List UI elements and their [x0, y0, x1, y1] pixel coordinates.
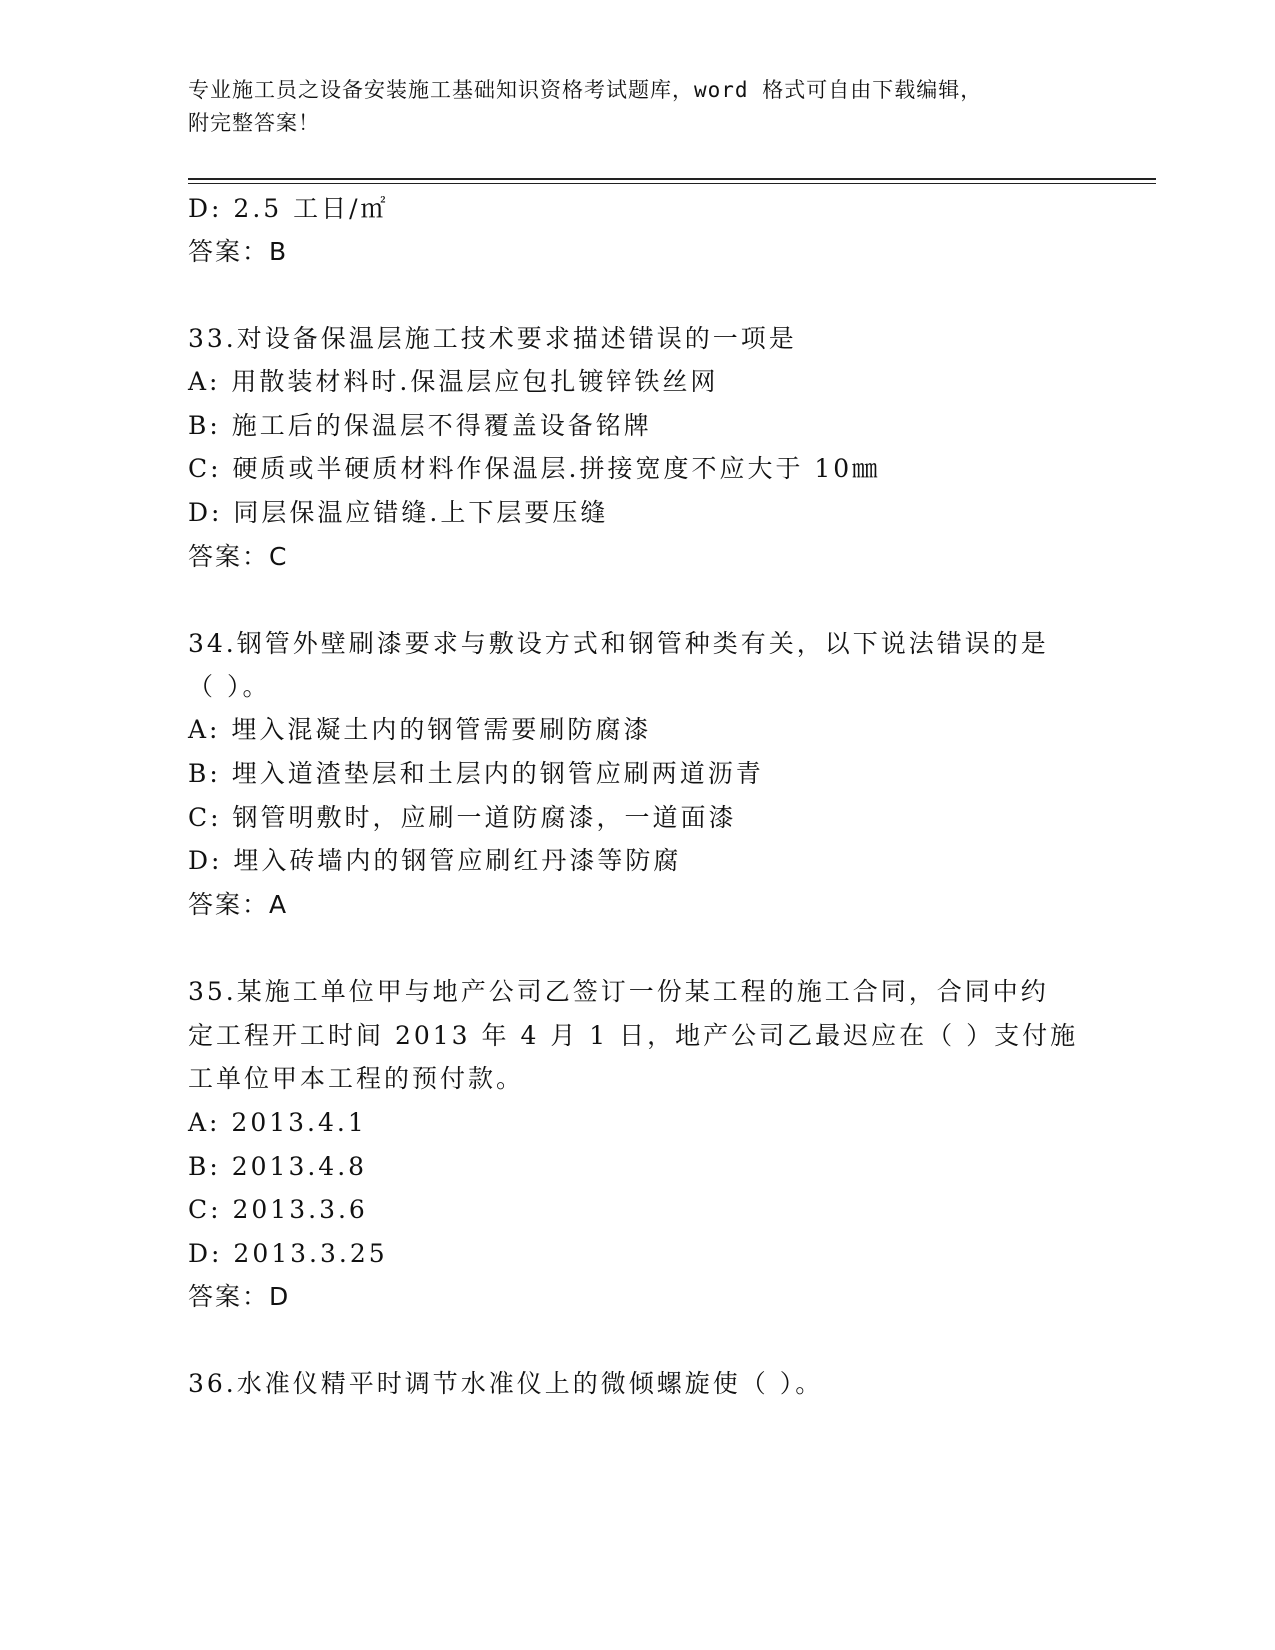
- q34-option-b: B: 埋入道渣垫层和土层内的钢管应刷两道沥青: [188, 759, 764, 788]
- q34-stem-line-1: 34.钢管外壁刷漆要求与敷设方式和钢管种类有关，以下说法错误的是: [188, 629, 1049, 658]
- q35-answer: 答案：D: [188, 1282, 291, 1311]
- prev-answer: 答案：B: [188, 237, 289, 266]
- q33-option-d: D: 同层保温应错缝.上下层要压缝: [188, 498, 609, 527]
- header-divider-thin: [188, 183, 1156, 184]
- q34-option-c: C: 钢管明敷时，应刷一道防腐漆，一道面漆: [188, 803, 737, 832]
- q33-option-b: B: 施工后的保温层不得覆盖设备铭牌: [188, 411, 652, 440]
- q35-option-d: D: 2013.3.25: [188, 1239, 388, 1268]
- q35-option-a: A: 2013.4.1: [188, 1108, 367, 1137]
- q33-stem: 33.对设备保温层施工技术要求描述错误的一项是: [188, 324, 797, 353]
- q35-stem-line-2: 定工程开工时间 2013 年 4 月 1 日，地产公司乙最迟应在（ ）支付施: [188, 1021, 1079, 1050]
- q35-option-b: B: 2013.4.8: [188, 1152, 368, 1181]
- header-line-2: 附完整答案！: [188, 111, 320, 135]
- header-line-1: 专业施工员之设备安装施工基础知识资格考试题库，word 格式可自由下载编辑，: [188, 78, 983, 102]
- q34-answer: 答案：A: [188, 890, 289, 919]
- document-header: [188, 74, 1088, 140]
- q36-stem: 36.水准仪精平时调节水准仪上的微倾螺旋使（ ）。: [188, 1369, 824, 1398]
- q33-answer: 答案：C: [188, 542, 289, 571]
- prev-option-d: D: 2.5 工日/㎡: [188, 194, 389, 223]
- q35-stem-line-3: 工单位甲本工程的预付款。: [188, 1064, 525, 1093]
- q35-stem-line-1: 35.某施工单位甲与地产公司乙签订一份某工程的施工合同，合同中约: [188, 977, 1049, 1006]
- q35-option-c: C: 2013.3.6: [188, 1195, 368, 1224]
- q34-stem-line-2: （ ）。: [188, 672, 271, 701]
- q33-option-c: C: 硬质或半硬质材料作保温层.拼接宽度不应大于 10㎜: [188, 454, 881, 483]
- q34-option-d: D: 埋入砖墙内的钢管应刷红丹漆等防腐: [188, 846, 682, 875]
- q34-option-a: A: 埋入混凝土内的钢管需要刷防腐漆: [188, 715, 652, 744]
- header-divider-thick: [188, 178, 1156, 180]
- q33-option-a: A: 用散装材料时.保温层应包扎镀锌铁丝网: [188, 367, 719, 396]
